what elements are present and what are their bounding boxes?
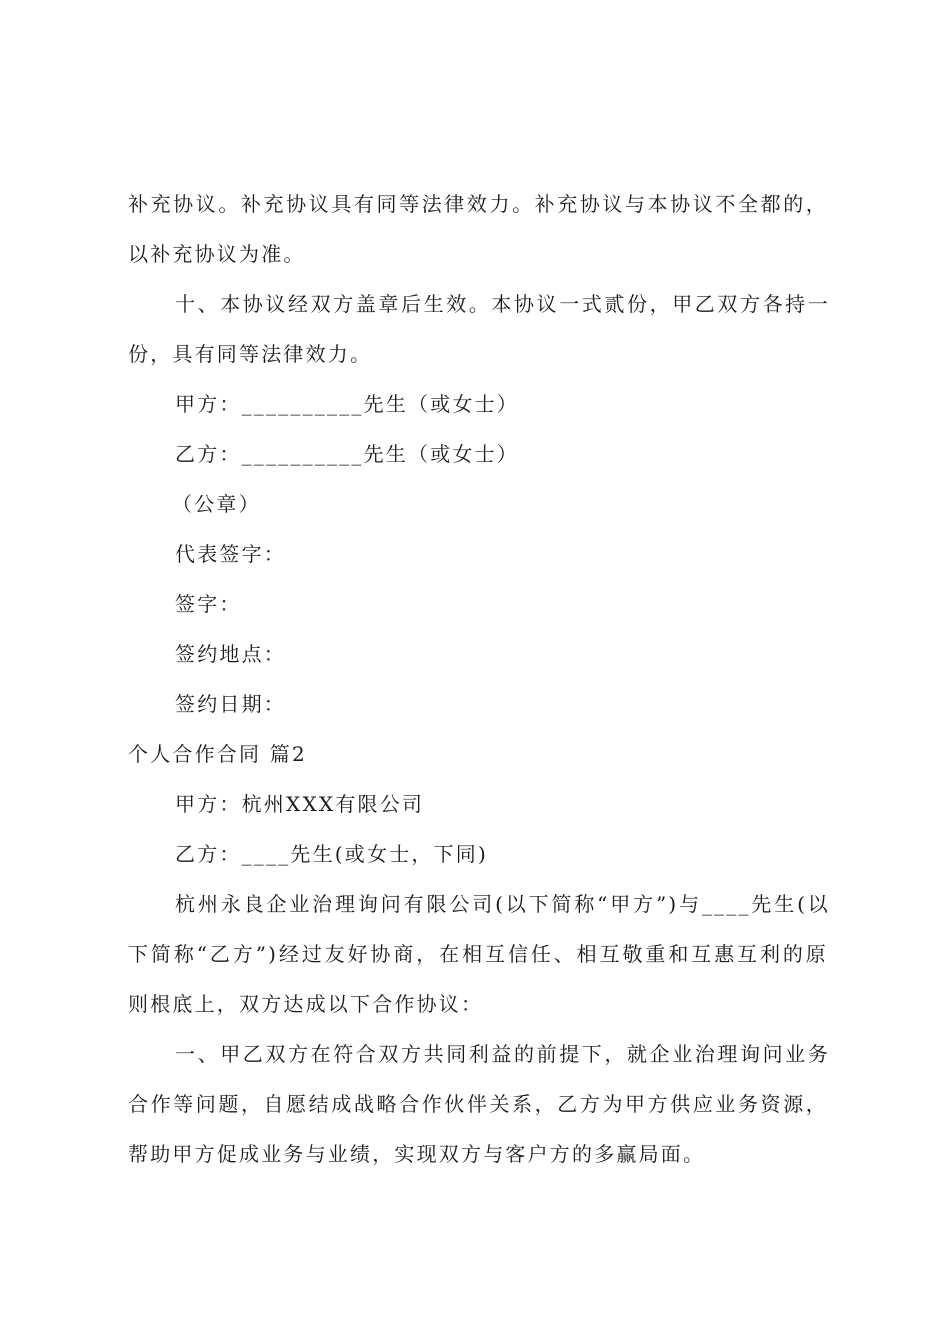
paragraph-line: 份，具有同等法律效力。	[128, 342, 373, 366]
paragraph-line: 以补充协议为准。	[128, 242, 306, 266]
party-a-line: 甲方：__________先生（或女士）	[175, 392, 519, 416]
signing-date-label: 签约日期：	[175, 692, 286, 716]
party-a-line: 甲方：杭州XXX有限公司	[175, 792, 425, 816]
section-heading: 个人合作合同 篇2	[128, 742, 307, 766]
paragraph-line: 杭州永良企业治理询问有限公司(以下简称“甲方”)与____先生(以	[175, 892, 830, 916]
paragraph-line: 则根底上，双方达成以下合作协议：	[128, 992, 484, 1016]
party-b-line: 乙方：__________先生（或女士）	[175, 442, 519, 466]
paragraph-line: 帮助甲方促成业务与业绩，实现双方与客户方的多赢局面。	[128, 1142, 706, 1166]
signature-label: 签字：	[175, 592, 242, 616]
party-b-line: 乙方：____先生(或女士，下同)	[175, 842, 489, 866]
paragraph-line: 合作等问题，自愿结成战略合作伙伴关系，乙方为甲方供应业务资源，	[128, 1092, 828, 1116]
paragraph-line: 下简称“乙方”)经过友好协商，在相互信任、相互敬重和互惠互利的原	[128, 942, 828, 966]
paragraph-line: 一、甲乙双方在符合双方共同利益的前提下，就企业治理询问业务	[175, 1042, 830, 1066]
representative-signature-label: 代表签字：	[175, 542, 286, 566]
paragraph-line: 补充协议。补充协议具有同等法律效力。补充协议与本协议不全都的，	[128, 192, 828, 216]
paragraph-line: 十、本协议经双方盖章后生效。本协议一式贰份，甲乙双方各持一	[175, 292, 830, 316]
seal-label: （公章）	[172, 492, 261, 516]
signing-location-label: 签约地点：	[175, 642, 286, 666]
